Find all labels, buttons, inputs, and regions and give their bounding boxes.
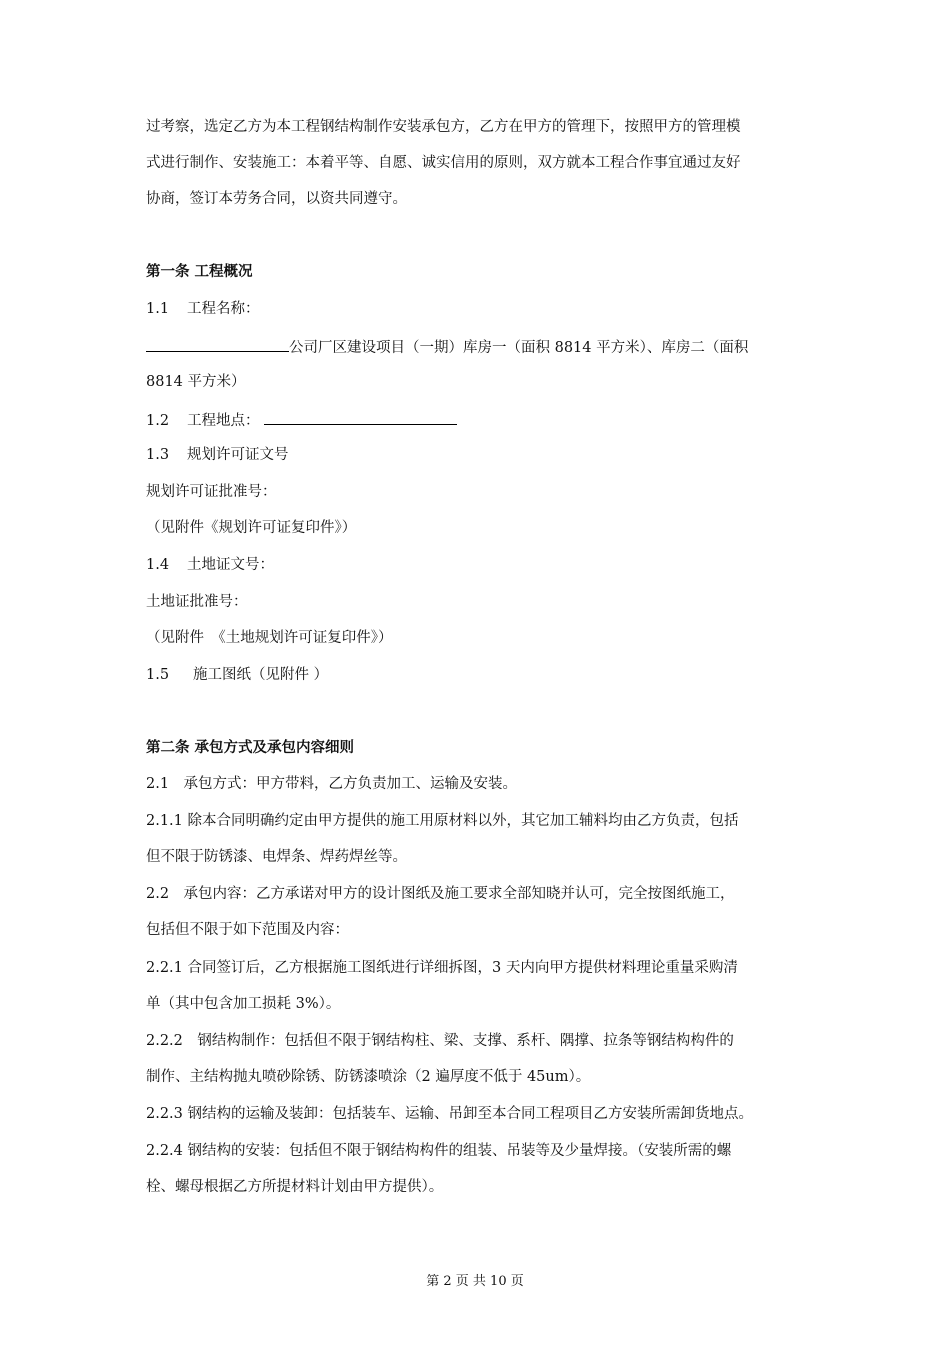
- intro-line-2: 式进行制作、安装施工：本着平等、自愿、诚实信用的原则，双方就本工程合作事宜通过友好: [146, 155, 741, 171]
- clause-2-2: 2.2 承包内容：乙方承诺对甲方的设计图纸及施工要求全部知晓并认可，完全按图纸施工，: [146, 886, 735, 902]
- clause-1-2: [146, 408, 457, 431]
- clause-label: 工程名称：: [187, 301, 260, 317]
- intro-line-1: 过考察，选定乙方为本工程钢结构制作安装承包方，乙方在甲方的管理下，按照甲方的管理模: [146, 119, 741, 135]
- clause-number: 1.5: [146, 667, 170, 683]
- planning-approval-line: 规划许可证批准号：: [146, 484, 277, 500]
- clause-2-2-3: 2.2.3 钢结构的运输及装卸：包括装车、运输、吊卸至本合同工程项目乙方安装所需卸货地点。: [146, 1106, 753, 1122]
- project-name-continued: 8814 平方米）: [146, 374, 246, 390]
- clause-2-1-1-continued: 但不限于防锈漆、电焊条、焊药焊丝等。: [146, 849, 407, 865]
- land-approval-line: 土地证批准号：: [146, 594, 248, 610]
- project-name-blank: [146, 335, 289, 352]
- clause-2-2-1-continued: 单（其中包含加工损耗 3%）。: [146, 996, 341, 1012]
- clause-2-1: 2.1 承包方式：甲方带料，乙方负责加工、运输及安装。: [146, 776, 518, 792]
- clause-2-2-4: 2.2.4 钢结构的安装：包括但不限于钢结构构件的组装、吊装等及少量焊接。（安装所需的螺: [146, 1143, 732, 1159]
- clause-2-2-4-continued: 栓、螺母根据乙方所提材料计划由甲方提供）。: [146, 1179, 444, 1195]
- page-number-footer: 第 2 页 共 10 页: [426, 1274, 524, 1289]
- clause-2-1-1: 2.1.1 除本合同明确约定由甲方提供的施工用原材料以外，其它加工辅料均由乙方负责，包括: [146, 813, 739, 829]
- clause-label: 土地证文号：: [187, 557, 274, 573]
- project-location-blank: [264, 408, 457, 425]
- clause-number: 1.1: [146, 301, 170, 317]
- clause-1-3: [146, 445, 289, 465]
- clause-number: 1.2: [146, 413, 170, 429]
- clause-1-5: [146, 665, 329, 685]
- clause-number: 1.3: [146, 447, 170, 463]
- clause-1-1: [146, 299, 260, 319]
- intro-line-3: 协商，签订本劳务合同，以资共同遵守。: [146, 191, 407, 207]
- clause-2-2-2-continued: 制作、主结构抛丸喷砂除锈、防锈漆喷涂（2 遍厚度不低于 45um）。: [146, 1069, 591, 1085]
- project-name-text: 公司厂区建设项目（一期）库房一（面积 8814 平方米）、库房二（面积: [289, 340, 749, 356]
- land-attachment-note: （见附件 《土地规划许可证复印件》）: [146, 630, 393, 646]
- clause-label: 规划许可证文号: [187, 447, 289, 463]
- article-2-title: 第二条 承包方式及承包内容细则: [146, 739, 355, 756]
- clause-label: 工程地点：: [187, 413, 260, 429]
- clause-2-2-continued: 包括但不限于如下范围及内容：: [146, 922, 349, 938]
- clause-2-2-2: 2.2.2 钢结构制作：包括但不限于钢结构柱、梁、支撑、系杆、隅撑、拉条等钢结构构件的: [146, 1033, 734, 1049]
- planning-attachment-note: （见附件《规划许可证复印件》）: [146, 520, 357, 536]
- clause-number: 1.4: [146, 557, 170, 573]
- article-1-title: 第一条 工程概况: [146, 263, 253, 280]
- clause-1-4: [146, 555, 274, 575]
- project-name-line: [146, 335, 748, 358]
- clause-2-2-1: 2.2.1 合同签订后，乙方根据施工图纸进行详细拆图，3 天内向甲方提供材料理论重量采购清: [146, 960, 738, 976]
- clause-label: 施工图纸（见附件 ）: [193, 667, 329, 683]
